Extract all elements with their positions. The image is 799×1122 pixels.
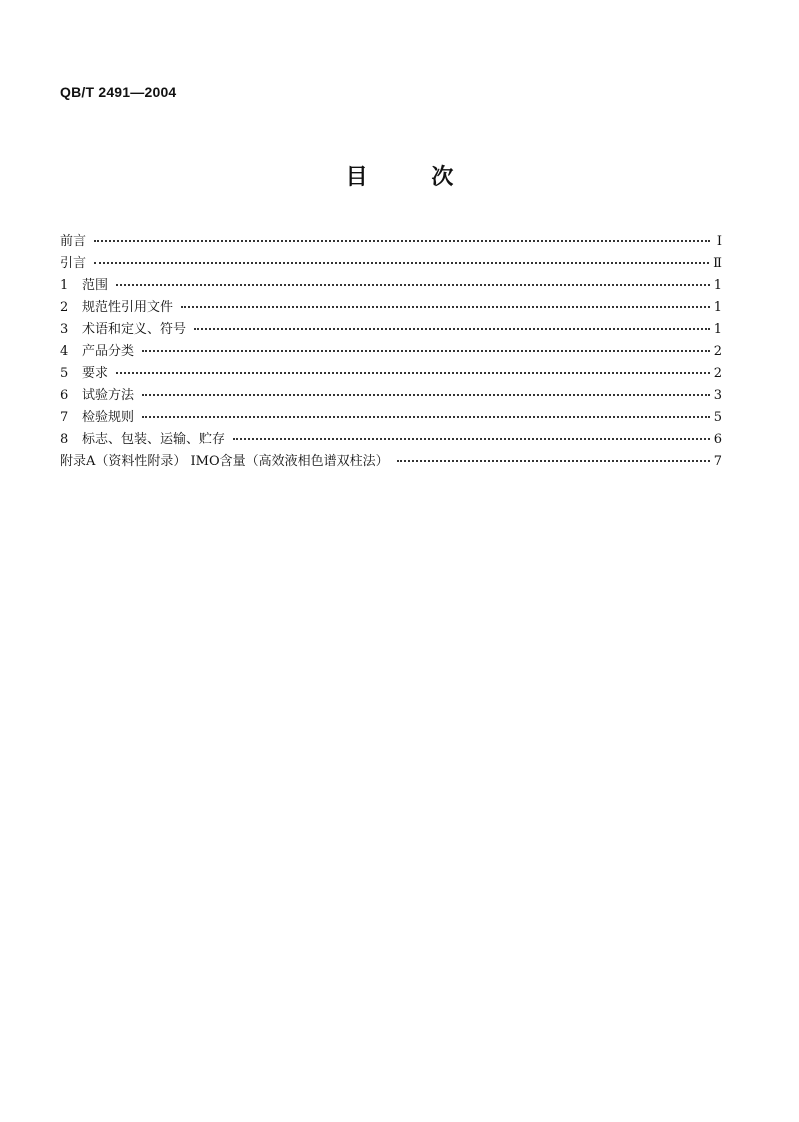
toc-entry-number: 1 bbox=[60, 278, 69, 293]
standard-code: QB/T 2491—2004 bbox=[60, 84, 177, 100]
toc-entry-page: Ⅱ bbox=[713, 256, 722, 271]
toc-leader-dots bbox=[142, 349, 710, 352]
toc-entry-label: 引言 bbox=[60, 256, 87, 271]
toc-entry-test-methods[interactable] bbox=[60, 385, 722, 407]
toc-leader-dots bbox=[397, 459, 710, 462]
toc-entry-page: 1 bbox=[713, 278, 722, 293]
toc-leader-dots bbox=[94, 239, 710, 242]
toc-leader-dots bbox=[142, 393, 710, 396]
toc-entry-number: 8 bbox=[60, 432, 69, 447]
toc-entry-terms-definitions[interactable] bbox=[60, 319, 722, 341]
toc-entry-introduction[interactable] bbox=[60, 253, 722, 275]
toc-entry-page: 2 bbox=[713, 344, 722, 359]
toc-entry-normative-references[interactable] bbox=[60, 297, 722, 319]
toc-entry-page: I bbox=[716, 234, 722, 249]
toc-leader-dots bbox=[233, 437, 710, 440]
toc-leader-dots bbox=[116, 283, 710, 286]
toc-entry-label: 规范性引用文件 bbox=[82, 300, 174, 315]
toc-entry-label: 标志、包装、运输、贮存 bbox=[82, 432, 226, 447]
toc-entry-label: 范围 bbox=[82, 278, 109, 293]
toc-entry-number: 7 bbox=[60, 410, 69, 425]
toc-entry-number: 2 bbox=[60, 300, 69, 315]
toc-entry-label: 要求 bbox=[82, 366, 109, 381]
toc-leader-dots bbox=[181, 305, 710, 308]
toc-leader-dots bbox=[94, 261, 709, 264]
toc-entry-number: 5 bbox=[60, 366, 69, 381]
toc-entry-label: 前言 bbox=[60, 234, 87, 249]
toc-entry-page: 2 bbox=[713, 366, 722, 381]
toc-entry-classification[interactable] bbox=[60, 341, 722, 363]
toc-entry-label: 产品分类 bbox=[82, 344, 135, 359]
toc-entry-annex-a[interactable] bbox=[60, 451, 722, 473]
toc-entry-page: 1 bbox=[713, 322, 722, 337]
toc-list bbox=[60, 231, 722, 473]
toc-title: 目 次 bbox=[345, 164, 482, 190]
toc-leader-dots bbox=[116, 371, 710, 374]
toc-entry-foreword[interactable] bbox=[60, 231, 722, 253]
toc-entry-scope[interactable] bbox=[60, 275, 722, 297]
toc-entry-number: 3 bbox=[60, 322, 69, 337]
toc-entry-requirements[interactable] bbox=[60, 363, 722, 385]
toc-entry-page: 7 bbox=[713, 454, 722, 469]
toc-entry-page: 3 bbox=[713, 388, 722, 403]
toc-entry-page: 5 bbox=[713, 410, 722, 425]
toc-leader-dots bbox=[142, 415, 710, 418]
toc-entry-page: 6 bbox=[713, 432, 722, 447]
toc-entry-number: 4 bbox=[60, 344, 69, 359]
toc-entry-label: 试验方法 bbox=[82, 388, 135, 403]
toc-entry-page: 1 bbox=[713, 300, 722, 315]
toc-entry-label: 检验规则 bbox=[82, 410, 135, 425]
toc-leader-dots bbox=[194, 327, 710, 330]
toc-entry-marking-packaging[interactable] bbox=[60, 429, 722, 451]
toc-entry-label: 术语和定义、符号 bbox=[82, 322, 187, 337]
toc-entry-number: 6 bbox=[60, 388, 69, 403]
toc-entry-inspection-rules[interactable] bbox=[60, 407, 722, 429]
toc-entry-label: 附录A（资料性附录） IMO含量（高效液相色谱双柱法） bbox=[60, 454, 389, 469]
